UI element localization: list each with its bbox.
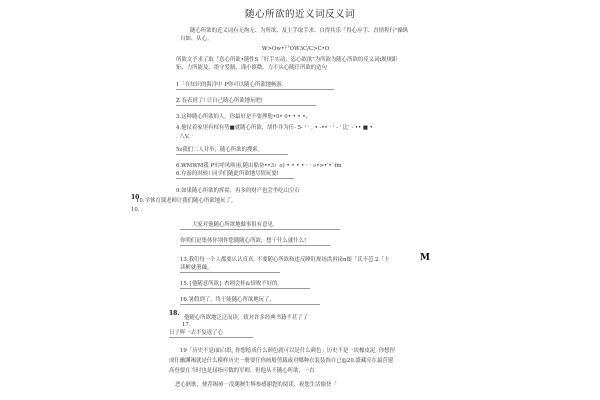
example-sentence: 6.WMWM我 P实呼风唤雨,随由船奋••3）o) • • • • · · »•>•'•`fm <box>176 163 342 169</box>
intro-formula: W>Ow•尸OW3C/C>C•O <box>262 46 330 52</box>
example-sentence: 5s我们二人并举，随心所欲的搜索。 <box>176 147 264 153</box>
example-sentence: 1「在知识的海洋中 P你可以随心所欲地畅游. <box>176 82 284 88</box>
example-sentence: 3.这种随心所欲的人，你最好是不要理他•0• 0• • • •、 <box>176 114 311 120</box>
margin-mark: M <box>420 253 430 263</box>
example-sentence: 19「历史不是i面白纸, 你想绘成什么颜色就可以是什么颜色」历史不是一块橡皮泥, 你想捏 <box>180 348 395 354</box>
intro-line: 自如、从心。 <box>180 36 213 42</box>
margin-number: 18. <box>169 310 180 317</box>
example-sentence: 成什幽渊褐就是什么模样历史一册要任你画般剪载或对哪种衣装装饰自已@20.派藏亮在最营建 <box>169 358 394 364</box>
example-sentence: . 八V. · <box>176 134 193 140</box>
intro-line: 随心所欲的近义词有无拘无、为所欲、及主手取手求、自得其乐「得心应手、直情程行"操纵 <box>190 28 409 34</box>
example-sentence: 读彬就册藕。 <box>180 265 213 271</box>
example-sentence: 9.如果随心所欲的挥霍，再多的财产也会坐吃山空石 <box>176 188 300 194</box>
example-sentence: 6.存游的时候! 同学们随此所欲地尽情玩耍! <box>176 171 279 177</box>
example-sentence: Z 春表到了! 让自己随心所欲地玩吧! <box>176 98 263 104</box>
example-sentence: 他随心所欲地泛泛而读，致对许多经典书籍不甚了了 <box>184 315 308 321</box>
underline <box>176 178 294 179</box>
example-sentence: 13.我们每一个人都要认认真真, 不要随心所欲和违反睡肝规场洪再岗n图「氏不芭.2「上 <box>180 257 390 263</box>
intro-line: 所欲文予求了取「恣心所欲•随性S「好手实动、恣心欲欲"为所欲为随心所欲的反义词i规规距 <box>176 57 398 63</box>
underline <box>176 89 334 90</box>
margin-number: 17. <box>182 322 191 328</box>
example-sentence: 你明们是集体你别你您随随心所欲，想干什么就什么! <box>180 238 307 244</box>
margin-number: 10 <box>131 194 140 201</box>
underline <box>176 154 288 155</box>
underline <box>180 272 280 273</box>
underline <box>176 105 316 106</box>
example-sentence: 高登要在当时也是屈指可数的军师，但他从不随心所欲，一直 <box>169 368 315 374</box>
example-sentence: 4.他仗着家里有权有势■就随心所欲，胡作非为任- 5- ' · , • -•• · ' - ' 比' - •• ■ • <box>176 125 373 131</box>
underline <box>180 245 330 246</box>
example-sentence: 大家对他随心所欲地做事很有意见. <box>192 222 275 228</box>
intro-line: 矩、力所能及、墨守爱制、谨小慎微、力不从心随任所欲的造句 <box>176 65 327 71</box>
example-sentence: 15.{他随意所欲} 杏则会桂&情败不好的。 <box>180 281 283 287</box>
example-sentence: 16.暑假到了，终于能随心所欲地玩了. <box>180 297 272 303</box>
underline <box>180 288 310 289</box>
underline <box>180 304 320 305</box>
page-title: 随心所欲的近义词反义词 <box>244 9 355 20</box>
underline <box>169 337 253 338</box>
example-sentence: 日子晖一去不复返了心 <box>169 330 223 336</box>
example-sentence: 10.学休育课老师让我们随心所欲地玩了。 <box>136 198 237 204</box>
closing-line: 恶心耿耿，便荐揭瘴一没潮澳生辉参感谢您的阅读，祝您生活愉快「 <box>175 382 337 388</box>
margin-number: 10. <box>131 207 140 213</box>
underline <box>180 229 340 230</box>
